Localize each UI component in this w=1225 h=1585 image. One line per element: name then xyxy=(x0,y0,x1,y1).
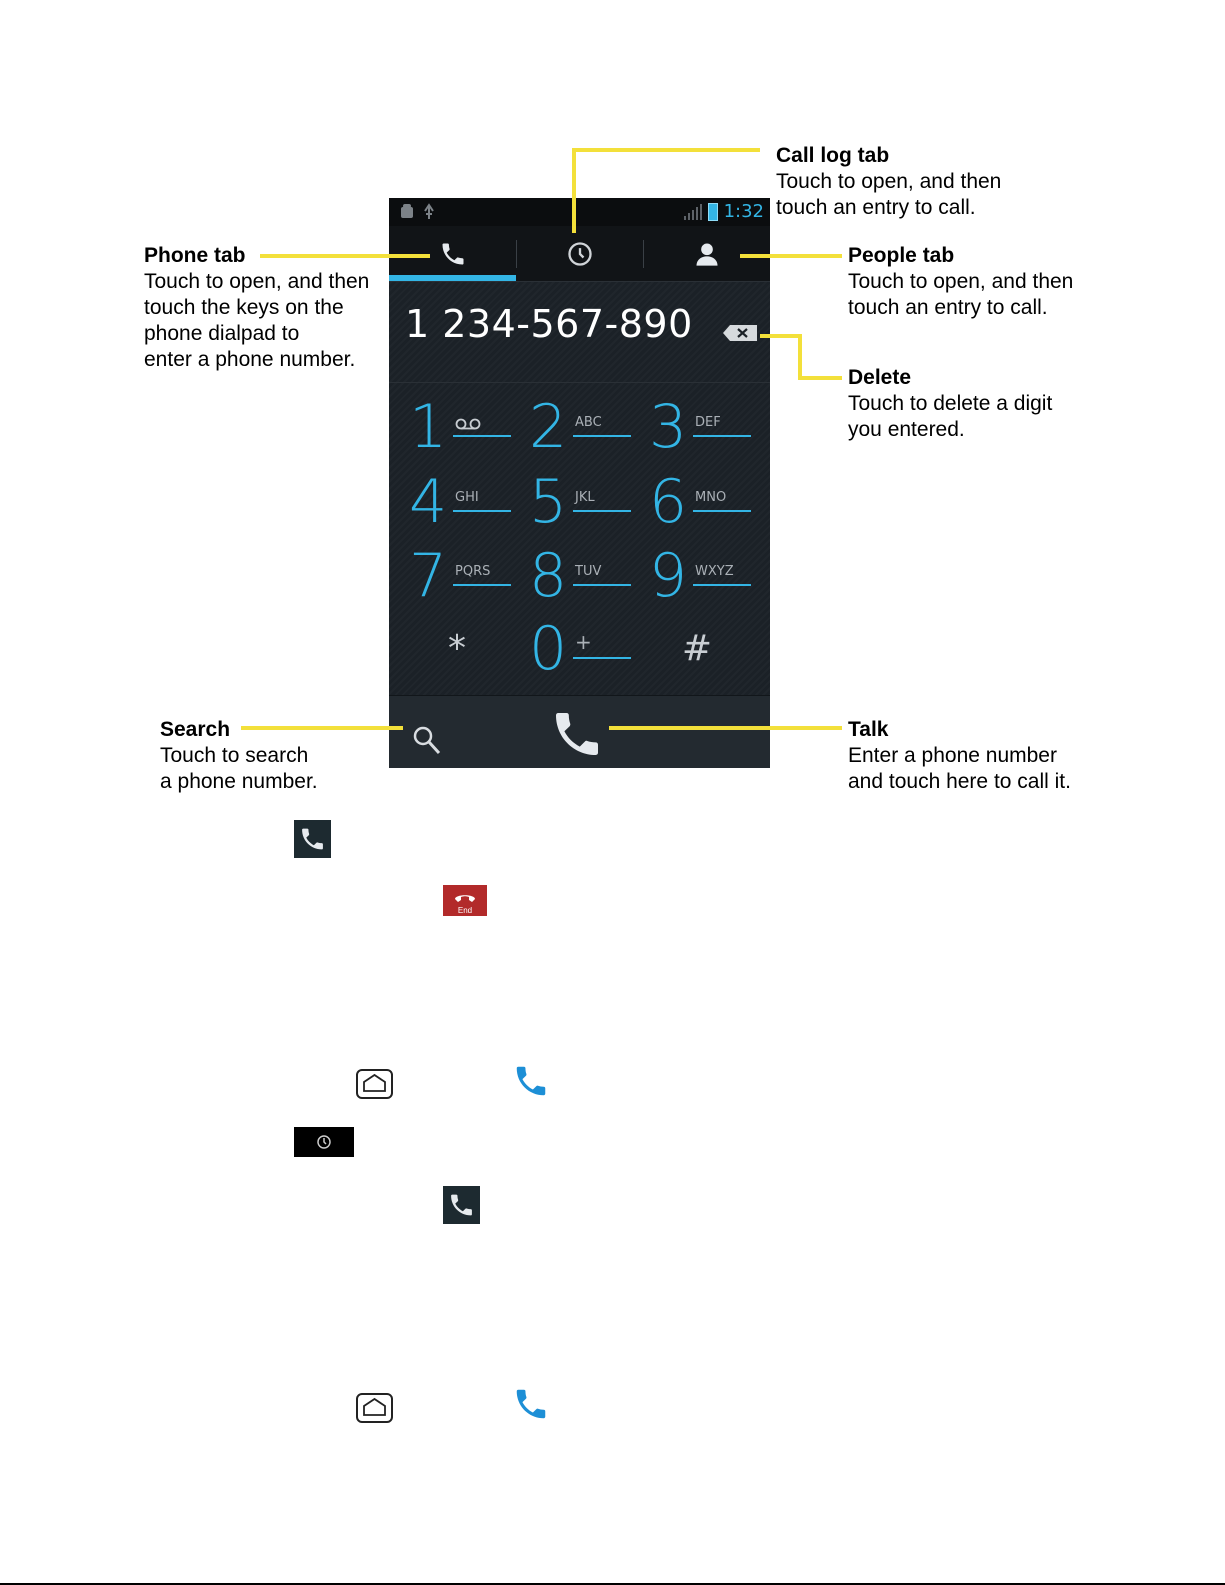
clock-icon xyxy=(566,240,594,268)
callout-title: Talk xyxy=(848,718,889,741)
callout-line-delete-b xyxy=(798,334,802,379)
notification-icons xyxy=(399,203,443,224)
callout-line-call-log-h xyxy=(572,148,760,152)
dial-key-letters: + xyxy=(575,630,592,654)
dial-key-digit: # xyxy=(681,628,713,669)
callout-desc: Touch to open, and then touch the keys on the phone dialpad to enter a phone number. xyxy=(144,270,370,371)
callout-title: Phone tab xyxy=(144,244,246,267)
dial-key-digit: 7 xyxy=(409,541,448,611)
dial-key-letters: TUV xyxy=(575,564,602,579)
home-key-icon xyxy=(356,1393,393,1423)
end-call-icon xyxy=(443,885,487,916)
callout-line-delete-a xyxy=(760,334,802,338)
dialed-number: 1 234-567-890 xyxy=(405,302,693,346)
dial-key-underline xyxy=(453,435,511,437)
dial-key-underline xyxy=(573,584,631,586)
dial-key-digit: * xyxy=(448,628,466,669)
callout-delete xyxy=(848,365,1052,443)
dial-key-underline xyxy=(573,510,631,512)
talk-button[interactable] xyxy=(549,706,605,762)
dial-key-pound[interactable] xyxy=(637,612,757,686)
dial-key-9[interactable] xyxy=(637,539,757,613)
callout-title: People tab xyxy=(848,244,955,267)
android-debug-icon xyxy=(399,203,443,221)
callout-title: Call log tab xyxy=(776,144,890,167)
callout-desc: Touch to open, and then touch an entry to call. xyxy=(848,270,1074,319)
callout-desc: Enter a phone number and touch here to call it. xyxy=(848,744,1071,793)
callout-title: Search xyxy=(160,718,231,741)
dial-key-1[interactable] xyxy=(397,390,517,464)
dial-key-digit: 8 xyxy=(529,541,568,611)
callout-search xyxy=(160,717,318,795)
callout-desc: Touch to search a phone number. xyxy=(160,744,318,793)
voicemail-icon xyxy=(455,418,481,430)
dial-key-8[interactable] xyxy=(517,539,637,613)
phone-app-icon xyxy=(512,1062,550,1105)
dial-key-letters: DEF xyxy=(695,415,721,430)
callout-line-call-log-v xyxy=(572,148,576,233)
phone-icon xyxy=(439,240,467,268)
callout-phone xyxy=(144,243,369,373)
person-icon xyxy=(693,240,721,268)
end-label: End xyxy=(457,906,473,915)
dial-key-underline xyxy=(693,584,751,586)
callout-desc: Touch to open, and then touch an entry to call. xyxy=(776,170,1002,219)
status-bar xyxy=(389,198,770,226)
signal-icon xyxy=(684,204,702,220)
dial-key-2[interactable] xyxy=(517,390,637,464)
search-button[interactable] xyxy=(411,724,441,756)
tab-bar xyxy=(389,226,770,282)
dial-key-digit: 9 xyxy=(649,541,688,611)
callout-line-talk xyxy=(609,726,842,730)
dial-key-underline xyxy=(693,435,751,437)
delete-button[interactable] xyxy=(722,324,758,342)
dial-key-letters: WXYZ xyxy=(695,564,734,579)
phone-icon xyxy=(294,820,331,858)
home-key-icon xyxy=(356,1069,393,1099)
dial-key-3[interactable] xyxy=(637,390,757,464)
dial-key-7[interactable] xyxy=(397,539,517,613)
dial-key-digit: 1 xyxy=(409,392,448,462)
callout-title: Delete xyxy=(848,366,912,389)
number-display xyxy=(389,282,770,383)
callout-line-delete-c xyxy=(798,376,842,380)
dial-key-letters: GHI xyxy=(455,490,479,505)
callout-people xyxy=(848,243,1073,321)
dial-key-digit: 5 xyxy=(529,467,568,537)
callout-desc: Touch to delete a digit you entered. xyxy=(848,392,1053,441)
phone-app-icon xyxy=(512,1385,550,1428)
dial-key-letters: MNO xyxy=(695,490,727,505)
call-log-icon xyxy=(294,1127,354,1157)
dial-key-5[interactable] xyxy=(517,465,637,539)
dial-key-digit: 4 xyxy=(409,467,448,537)
callout-line-people xyxy=(740,254,842,258)
dial-key-underline xyxy=(573,657,631,659)
bottom-bar xyxy=(389,695,770,768)
dial-key-underline xyxy=(573,435,631,437)
dial-key-digit: 6 xyxy=(649,467,688,537)
dial-key-letters: PQRS xyxy=(455,564,491,579)
dial-key-underline xyxy=(693,510,751,512)
battery-icon xyxy=(708,203,718,221)
callout-talk xyxy=(848,717,1071,795)
dialer-screenshot xyxy=(389,198,770,768)
tab-call-log[interactable] xyxy=(516,226,643,281)
dial-key-digit: 2 xyxy=(529,392,568,462)
dial-key-6[interactable] xyxy=(637,465,757,539)
phone-icon xyxy=(443,1186,480,1224)
dial-key-digit: 3 xyxy=(649,392,688,462)
dial-key-underline xyxy=(453,510,511,512)
dial-key-4[interactable] xyxy=(397,465,517,539)
status-clock: 1:32 xyxy=(723,201,764,222)
dial-key-0[interactable] xyxy=(517,612,637,686)
dial-key-digit: 0 xyxy=(529,614,568,684)
dial-key-letters: ABC xyxy=(575,415,602,430)
dial-key-underline xyxy=(453,584,511,586)
dial-key-star[interactable] xyxy=(397,612,517,686)
callout-call-log xyxy=(776,143,1001,221)
dial-key-letters: JKL xyxy=(575,490,595,505)
